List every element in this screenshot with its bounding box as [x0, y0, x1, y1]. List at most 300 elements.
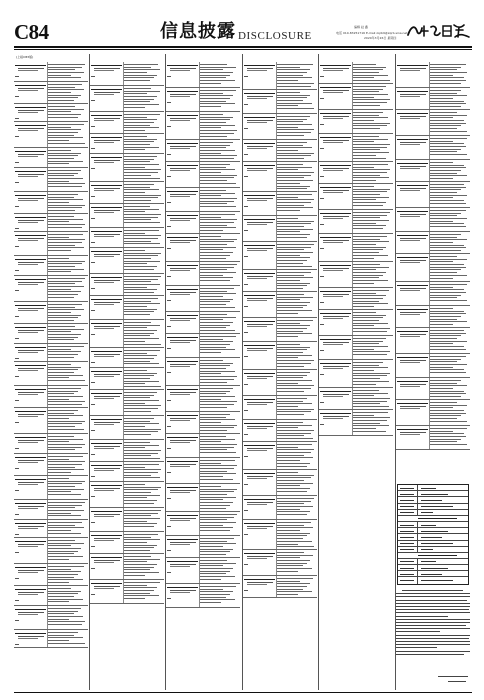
- listing-row: [14, 232, 88, 256]
- listing-row: [14, 586, 88, 606]
- listing-row: [243, 192, 317, 216]
- row-marker: [167, 598, 171, 599]
- fund-name-cell: [167, 143, 198, 150]
- detail-cell: [277, 422, 316, 441]
- row-marker: [244, 104, 248, 105]
- fund-name-cell: [15, 327, 46, 334]
- row-marker: [320, 424, 324, 425]
- fund-name-cell: [167, 289, 198, 296]
- detail-cell: [124, 484, 163, 506]
- fund-name-cell: [320, 291, 351, 298]
- detail-cell: [353, 362, 392, 386]
- detail-cell: [353, 86, 392, 108]
- detail-cell: [277, 92, 316, 111]
- detail-cell: [48, 170, 87, 189]
- row-marker: [15, 338, 19, 339]
- detail-cell: [124, 322, 163, 346]
- fund-name-cell: [244, 473, 275, 480]
- fund-name-cell: [15, 85, 46, 92]
- listing-row: [14, 520, 88, 538]
- listing-row: [14, 606, 88, 630]
- detail-cell: [277, 552, 316, 574]
- listing-row: [90, 296, 164, 320]
- fund-name-cell: [91, 185, 122, 192]
- listing-row: [243, 242, 317, 270]
- fund-name-cell: [167, 487, 198, 494]
- row-marker: [15, 578, 19, 579]
- column-rule: [165, 54, 166, 690]
- detail-cell: [124, 418, 163, 437]
- listing-column: [319, 54, 393, 690]
- row-marker: [91, 310, 95, 311]
- listing-row: [90, 204, 164, 228]
- row-marker: [15, 468, 19, 469]
- row-marker: [91, 126, 95, 127]
- row-marker: [320, 276, 324, 277]
- detail-cell: [353, 136, 392, 160]
- fund-name-cell: [244, 499, 275, 506]
- fund-name-cell: [91, 419, 122, 426]
- fund-name-cell: [397, 331, 428, 338]
- detail-cell: [124, 298, 163, 317]
- row-marker: [15, 228, 19, 229]
- fund-name-cell: [397, 65, 428, 72]
- row-marker: [15, 316, 19, 317]
- detail-cell: [277, 444, 316, 468]
- fund-name-cell: [91, 89, 122, 96]
- row-marker: [167, 102, 171, 103]
- row-marker: [167, 498, 171, 499]
- listing-row: [319, 134, 393, 162]
- fund-name-cell: [397, 309, 428, 316]
- listing-row: [166, 312, 240, 334]
- fund-name-cell: [397, 429, 428, 436]
- detail-cell: [430, 256, 469, 280]
- listing-row: [396, 62, 470, 88]
- detail-cell: [430, 112, 469, 134]
- fund-name-cell: [244, 579, 275, 586]
- row-marker: [167, 426, 171, 427]
- fund-name-cell: [320, 391, 351, 398]
- fund-name-cell: [397, 403, 428, 410]
- notice-text: [396, 590, 470, 657]
- fund-name-cell: [244, 165, 275, 172]
- fund-name-cell: [15, 609, 46, 616]
- fund-name-cell: [15, 457, 46, 464]
- row-marker: [167, 448, 171, 449]
- row-marker: [244, 590, 248, 591]
- listing-row: [243, 420, 317, 442]
- page-body: [14, 54, 472, 694]
- column-rule: [318, 54, 319, 690]
- fund-name-cell: [167, 515, 198, 522]
- listing-row: [319, 288, 393, 310]
- fund-name-cell: [15, 567, 46, 574]
- detail-cell: [124, 556, 163, 578]
- row-marker: [91, 430, 95, 431]
- listing-row: [90, 554, 164, 580]
- listing-row: [396, 378, 470, 400]
- listing-row: [166, 262, 240, 286]
- fund-name-cell: [244, 219, 275, 226]
- fund-name-cell: [91, 277, 122, 284]
- row-marker: [320, 374, 324, 375]
- fund-name-cell: [397, 91, 428, 98]
- contact-line: 电话 010-83251716 E-mail zqrb9@zqrb.sina.net: [336, 31, 408, 35]
- listing-row: [319, 262, 393, 288]
- listing-row: [319, 162, 393, 184]
- fund-name-cell: [244, 273, 275, 280]
- detail-cell: [200, 236, 239, 260]
- listing-row: [166, 88, 240, 112]
- detail-cell: [277, 64, 316, 88]
- fund-name-cell: [320, 165, 351, 172]
- listing-row: [319, 410, 393, 436]
- listing-row: [166, 188, 240, 212]
- detail-cell: [430, 184, 469, 206]
- fund-name-cell: [91, 207, 122, 214]
- row-marker: [244, 230, 248, 231]
- fund-name-cell: [244, 93, 275, 100]
- detail-cell: [200, 414, 239, 433]
- listing-row: [166, 512, 240, 536]
- detail-cell: [200, 360, 239, 384]
- row-marker: [320, 350, 324, 351]
- detail-cell: [277, 294, 316, 316]
- fund-name-cell: [15, 365, 46, 372]
- listing-row: [243, 520, 317, 550]
- detail-cell: [124, 464, 163, 480]
- listing-row: [166, 112, 240, 140]
- listing-row: [14, 386, 88, 408]
- detail-cell: [124, 442, 163, 461]
- fund-name-cell: [167, 437, 198, 444]
- notice-signature: [438, 676, 468, 677]
- fund-info-table: [397, 484, 469, 585]
- notice-date: [448, 681, 467, 682]
- detail-cell: [200, 436, 239, 455]
- listing-row: [396, 426, 470, 450]
- fund-name-cell: [244, 295, 275, 302]
- listing-row: [14, 214, 88, 232]
- row-marker: [167, 226, 171, 227]
- fund-name-cell: [244, 553, 275, 560]
- detail-cell: [48, 216, 87, 229]
- detail-cell: [353, 290, 392, 309]
- row-marker: [320, 176, 324, 177]
- row-marker: [320, 98, 324, 99]
- listing-row: [90, 580, 164, 604]
- fund-name-cell: [167, 587, 198, 594]
- listing-row: [319, 110, 393, 134]
- listing-row: [14, 192, 88, 214]
- row-marker: [167, 300, 171, 301]
- row-marker: [91, 242, 95, 243]
- detail-cell: [200, 486, 239, 510]
- fund-name-cell: [15, 125, 46, 132]
- listing-row: [396, 232, 470, 254]
- listing-row: [14, 256, 88, 276]
- listing-row: [14, 538, 88, 564]
- page-number: C84: [14, 20, 49, 44]
- listing-row: [166, 62, 240, 88]
- detail-cell: [430, 138, 469, 157]
- row-marker: [244, 206, 248, 207]
- listing-row: [14, 276, 88, 302]
- fund-name-cell: [167, 237, 198, 244]
- listing-row: [14, 500, 88, 520]
- detail-cell: [200, 114, 239, 138]
- fund-name-cell: [91, 157, 122, 164]
- detail-cell: [200, 460, 239, 482]
- fund-name-cell: [91, 583, 122, 590]
- listing-column: [166, 54, 240, 690]
- detail-cell: [124, 156, 163, 180]
- listing-column: [396, 54, 470, 690]
- row-marker: [320, 148, 324, 149]
- detail-cell: [200, 288, 239, 310]
- listing-column: [90, 54, 164, 690]
- detail-cell: [277, 272, 316, 291]
- row-marker: [91, 362, 95, 363]
- listing-row: [396, 182, 470, 208]
- listing-rows: [243, 62, 317, 598]
- detail-cell: [353, 186, 392, 208]
- row-marker: [244, 128, 248, 129]
- row-marker: [91, 100, 95, 101]
- fund-name-cell: [244, 245, 275, 252]
- fund-name-cell: [167, 165, 198, 172]
- fund-name-cell: [320, 187, 351, 194]
- row-marker: [167, 248, 171, 249]
- listing-row: [243, 576, 317, 598]
- fund-name-cell: [167, 461, 198, 468]
- fund-name-cell: [167, 265, 198, 272]
- detail-cell: [200, 190, 239, 209]
- fund-name-cell: [15, 479, 46, 486]
- row-marker: [15, 552, 19, 553]
- row-marker: [91, 196, 95, 197]
- listing-row: [166, 286, 240, 312]
- row-marker: [167, 372, 171, 373]
- fund-name-cell: [91, 251, 122, 258]
- listing-row: [166, 434, 240, 458]
- row-marker: [91, 148, 95, 149]
- row-marker: [91, 218, 95, 219]
- listing-row: [90, 228, 164, 248]
- fund-name-cell: [320, 237, 351, 244]
- fund-name-cell: [397, 285, 428, 292]
- row-marker: [91, 568, 95, 569]
- row-marker: [244, 176, 248, 177]
- listing-row: [396, 88, 470, 110]
- row-marker: [244, 434, 248, 435]
- detail-cell: [124, 184, 163, 203]
- listing-row: [90, 462, 164, 482]
- row-marker: [244, 256, 248, 257]
- listing-row: [90, 390, 164, 416]
- detail-cell: [277, 472, 316, 494]
- fund-name-cell: [15, 217, 46, 224]
- row-marker: [15, 136, 19, 137]
- fund-name-cell: [91, 485, 122, 492]
- listing-row: [14, 302, 88, 324]
- row-marker: [91, 454, 95, 455]
- row-marker: [167, 550, 171, 551]
- row-marker: [15, 620, 19, 621]
- fund-name-cell: [167, 561, 198, 568]
- listing-row: [243, 318, 317, 342]
- fund-name-cell: [15, 107, 46, 114]
- detail-cell: [48, 234, 87, 253]
- listing-row: [14, 630, 88, 648]
- listing-row: [166, 234, 240, 262]
- row-marker: [15, 290, 19, 291]
- fund-name-cell: [15, 305, 46, 312]
- fund-name-cell: [167, 191, 198, 198]
- row-marker: [167, 154, 171, 155]
- listing-rows: [166, 62, 240, 608]
- detail-cell: [277, 372, 316, 394]
- detail-cell: [353, 390, 392, 409]
- fund-name-cell: [244, 117, 275, 124]
- listing-row: [90, 482, 164, 508]
- detail-cell: [277, 164, 316, 191]
- row-marker: [15, 270, 19, 271]
- listing-row: [243, 342, 317, 370]
- detail-cell: [200, 142, 239, 161]
- row-marker: [91, 546, 95, 547]
- fund-name-cell: [167, 65, 198, 72]
- header-rule: [14, 46, 472, 48]
- listing-row: [319, 234, 393, 262]
- fund-name-cell: [91, 323, 122, 330]
- row-marker: [167, 400, 171, 401]
- listing-row: [396, 328, 470, 354]
- row-marker: [320, 324, 324, 325]
- fund-name-cell: [15, 171, 46, 178]
- detail-cell: [124, 206, 163, 225]
- row-marker: [167, 126, 171, 127]
- row-marker: [15, 376, 19, 377]
- listing-rows: [90, 62, 164, 604]
- detail-cell: [353, 236, 392, 260]
- row-marker: [244, 306, 248, 307]
- listing-column: [243, 54, 317, 690]
- detail-cell: [353, 164, 392, 183]
- fund-name-cell: [15, 523, 46, 530]
- fund-name-cell: [15, 65, 46, 72]
- listing-row: [14, 148, 88, 168]
- fund-name-cell: [397, 185, 428, 192]
- row-marker: [320, 124, 324, 125]
- row-marker: [244, 456, 248, 457]
- detail-cell: [48, 364, 87, 383]
- fund-name-cell: [15, 259, 46, 266]
- listing-row: [90, 112, 164, 134]
- row-marker: [244, 76, 248, 77]
- detail-cell: [124, 350, 163, 366]
- fund-name-cell: [15, 437, 46, 444]
- fund-name-cell: [91, 393, 122, 400]
- detail-cell: [277, 522, 316, 549]
- row-marker: [244, 384, 248, 385]
- row-marker: [91, 76, 95, 77]
- fund-name-cell: [244, 445, 275, 452]
- detail-cell: [277, 578, 316, 597]
- listing-row: [166, 536, 240, 558]
- row-marker: [91, 476, 95, 477]
- fund-name-cell: [320, 137, 351, 144]
- listing-row: [14, 434, 88, 454]
- section-title: 信息披露: [160, 21, 236, 42]
- row-marker: [167, 526, 171, 527]
- row-marker: [244, 534, 248, 535]
- listing-row: [166, 458, 240, 484]
- row-marker: [91, 382, 95, 383]
- listing-row: [14, 454, 88, 476]
- editor-line: 编辑 赵 鑫: [354, 25, 368, 29]
- listing-row: [319, 184, 393, 210]
- fund-name-cell: [397, 211, 428, 218]
- row-marker: [15, 422, 19, 423]
- fund-name-cell: [15, 503, 46, 510]
- row-marker: [320, 76, 324, 77]
- detail-cell: [48, 346, 87, 359]
- row-marker: [15, 118, 19, 119]
- listing-row: [243, 114, 317, 140]
- row-marker: [320, 248, 324, 249]
- listing-row: [319, 360, 393, 388]
- detail-cell: [48, 632, 87, 645]
- row-marker: [15, 206, 19, 207]
- detail-cell: [277, 142, 316, 161]
- fund-name-cell: [15, 279, 46, 286]
- detail-cell: [200, 538, 239, 557]
- listing-row: [90, 532, 164, 554]
- listing-row: [90, 368, 164, 390]
- detail-cell: [48, 326, 87, 342]
- listing-row: [90, 248, 164, 274]
- listing-row: [14, 344, 88, 362]
- row-marker: [320, 302, 324, 303]
- date-line: 2020年3月26日 星期四: [364, 36, 397, 40]
- fund-name-cell: [244, 423, 275, 430]
- detail-cell: [353, 338, 392, 357]
- detail-cell: [200, 514, 239, 533]
- fund-name-cell: [15, 411, 46, 418]
- listing-row: [319, 336, 393, 360]
- row-marker: [91, 168, 95, 169]
- detail-cell: [124, 136, 163, 152]
- row-marker: [244, 484, 248, 485]
- listing-row: [243, 270, 317, 292]
- detail-cell: [48, 84, 87, 103]
- detail-cell: [430, 356, 469, 375]
- page-header: [14, 22, 472, 44]
- fund-name-cell: [15, 389, 46, 396]
- detail-cell: [430, 428, 469, 447]
- column-rule: [89, 54, 90, 690]
- listing-row: [90, 134, 164, 154]
- listing-row: [396, 160, 470, 182]
- detail-cell: [48, 64, 87, 80]
- detail-cell: [48, 304, 87, 323]
- listing-row: [14, 324, 88, 344]
- fund-name-cell: [320, 65, 351, 72]
- listing-row: [319, 210, 393, 234]
- row-marker: [320, 402, 324, 403]
